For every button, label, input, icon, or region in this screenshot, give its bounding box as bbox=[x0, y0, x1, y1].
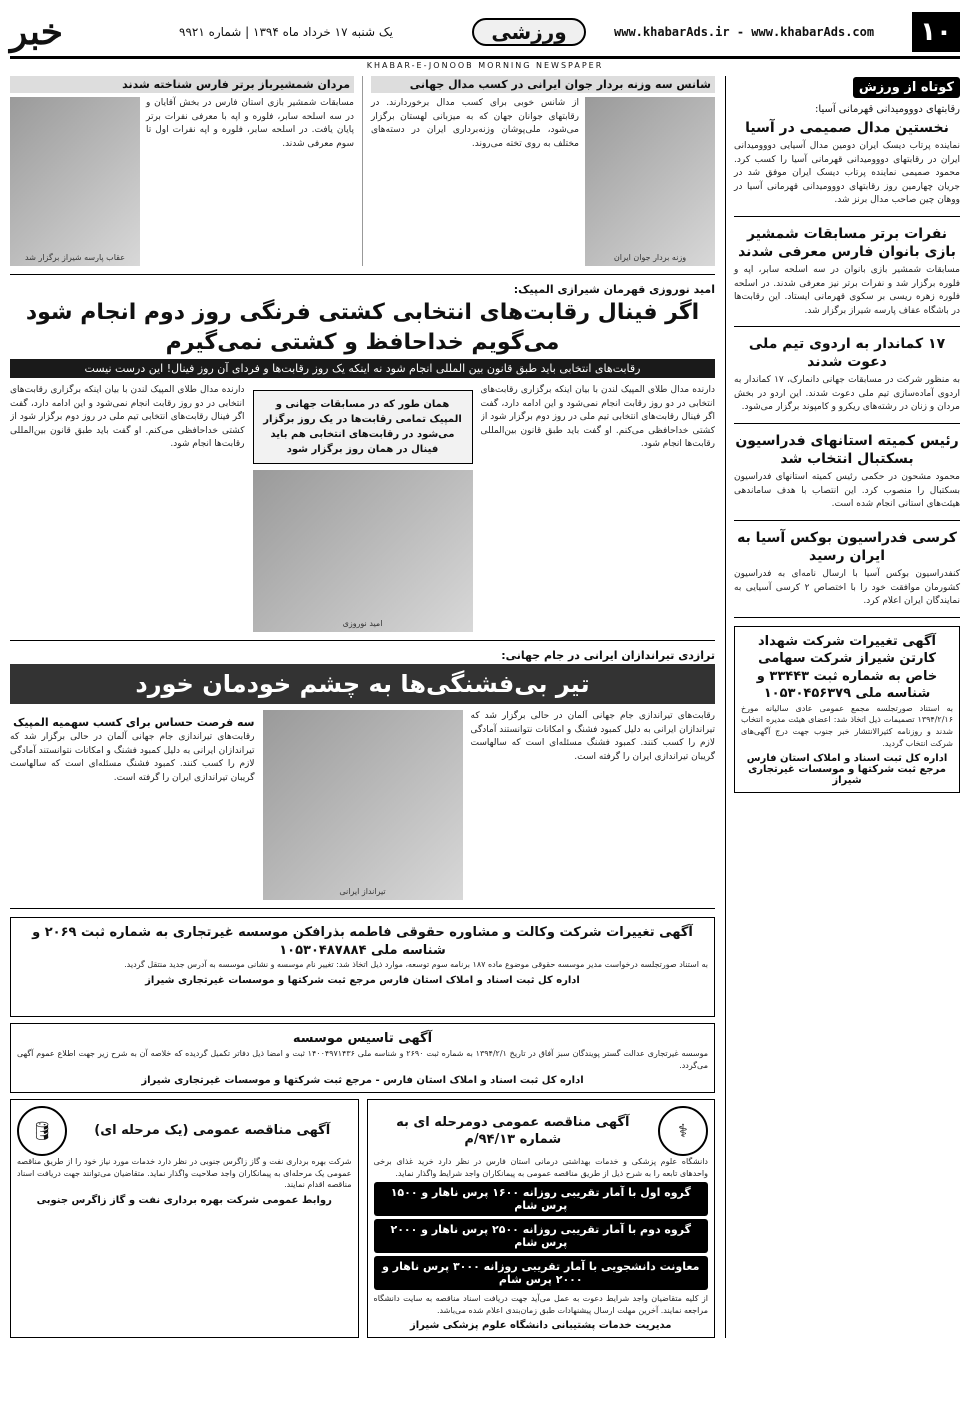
weightlifting-story bbox=[371, 76, 715, 266]
ad-title: آگهی مناقصه عمومی دومرحله ای به شماره ۹۴/۱۳/م bbox=[396, 1114, 630, 1148]
news-brief-column bbox=[725, 76, 960, 1338]
page-number: ۱۰ bbox=[912, 12, 960, 52]
story-headline: تیر بی‌فشنگی‌ها به چشم خودمان خورد bbox=[10, 664, 715, 704]
brief-item bbox=[734, 335, 960, 415]
brief-item bbox=[734, 432, 960, 512]
brief-item bbox=[734, 529, 960, 609]
story-headline: مردان شمشیرباز برتر فارس شناخته شدند bbox=[10, 76, 354, 93]
ad-body: شرکت بهره برداری نفت و گاز زاگرس جنوبی در نظر دارد خدمات مورد نیاز خود را از طریق مناقصه عمومی یک مرحله‌ای به پیمانکاران واجد صلاحیت واگذار نماید. متقاضیان می‌توانند جهت دریافت اسناد مناقصه اقدام نمایند. bbox=[17, 1157, 352, 1190]
website-url[interactable]: www.khabarAds.ir - www.khabarAds.com bbox=[614, 25, 875, 39]
brief-body: به منظور شرکت در مسابقات جهانی دانمارک، ۱۷ کماندار به اردوی آماده‌سازی تیم ملی دعوت شدند. این اردو در بخش مردان و زنان در رشته‌های ریکرو و کامپوند برگزار می‌شود. bbox=[734, 375, 961, 413]
ads-row bbox=[10, 917, 715, 1017]
story-body: مسابقات شمشیر بازی استان فارس در بخش آقایان و در سه اسلحه سابر، فلوره و اپه با معرفی نفرات برتر پایان یافت. در اسلحه سابر، فلوره و اپه نفرات اول تا سوم معرفی شدند. bbox=[146, 98, 354, 149]
brief-title: نخستین مدال صمیمی در آسیا bbox=[745, 120, 949, 136]
ad-title: آگهی تغییرات شرکت وکالت و مشاوره حقوقی فاطمه بذرافکن موسسه غیرتجاری به شماره ثبت ۲۰۶۹ و شناسه ملی ۱۰۵۳۰۴۸۷۸۸۴ bbox=[32, 925, 693, 958]
ad-footer: اداره کل ثبت اسناد و املاک استان فارس - مرجع ثبت شرکتها و موسسات غیرتجاری شیراز bbox=[141, 1075, 584, 1087]
main-column bbox=[10, 76, 715, 1338]
top-stories bbox=[10, 76, 715, 266]
ad-footer: اداره کل ثبت اسناد و املاک استان فارس مرجع ثبت شرکتها و موسسات غیرتجاری شیراز bbox=[145, 975, 580, 987]
ad-footer: روابط عمومی شرکت بهره برداری نفت و گاز زاگرس جنوبی bbox=[36, 1194, 332, 1206]
story-body-continued: رقابت‌های تیراندازی جام جهانی آلمان در حالی برگزار شد که تیراندازان ایرانی به دلیل کمبود فشنگ و امکانات نتوانستند آمادگی لازم را کسب کنند. کمبود فشنگ مسئله‌ای است که سالهاست گریبان تیراندازی ایران را گرفته است. bbox=[10, 732, 255, 783]
brief-title: ۱۷ کماندار به اردوی تیم ملی دعوت شدند bbox=[748, 336, 946, 371]
story-body: رقابت‌های تیراندازی جام جهانی آلمان در حالی برگزار شد که تیراندازان ایرانی به دلیل کمبود فشنگ و امکانات نتوانستند آمادگی لازم را کسب کنند. کمبود فشنگ مسئله‌ای است که سالهاست گریبان تیراندازی ایران را گرفته است. bbox=[470, 711, 715, 762]
section-title: ورزشی bbox=[472, 18, 586, 46]
story-lead: رقابت‌های انتخابی باید طبق قانون بین المللی انجام شود نه اینکه یک روز رقابت‌ها و فردای آن روز فینال! این درست نیست bbox=[10, 359, 715, 378]
ad-title: آگهی مناقصه عمومی (یک مرحله ای) bbox=[94, 1123, 331, 1139]
photo-caption: وزنه بردار جوان ایران bbox=[613, 253, 687, 262]
shooting-story bbox=[10, 649, 715, 900]
tender-ad-university bbox=[367, 1099, 716, 1338]
photo-caption: امید نوروزی bbox=[342, 619, 383, 629]
brief-body: محمود مشحون در حکمی رئیس کمیته استانهای فدراسیون بسکتبال را منصوب کرد. این انتصاب با هدف ساماندهی هیئت‌های استانی انجام شده است. bbox=[734, 472, 960, 510]
brief-kicker: رقابتهای دووومیدانی قهرمانی آسیا: bbox=[815, 104, 960, 115]
newspaper-logo: خبر bbox=[10, 11, 63, 53]
tender-ads bbox=[10, 1099, 715, 1338]
tender-ad-oil-gas bbox=[10, 1099, 359, 1338]
story-headline: شانس سه وزنه بردار جوان ایرانی در کسب مدال جهانی bbox=[371, 76, 715, 93]
ad-intro: دانشگاه علوم پزشکی و خدمات بهداشتی درمانی استان فارس در نظر دارد خرید غذای برخی واحدهای تابعه را به شرح ذیل از طریق مناقصه عمومی به پیمانکاران واجد شرایط واگذار نماید. bbox=[373, 1157, 708, 1178]
ad-title: آگهی تاسیس موسسه bbox=[292, 1031, 433, 1047]
masthead bbox=[10, 8, 960, 59]
brief-body: مسابقات شمشیر بازی بانوان در سه اسلحه سابر، اپه و فلوره برگزار شد و نفرات برتر نیز معرفی شدند. در اسلحه فلوره زهره ریسی بر سکوی قهرمانی ایستاد. این رقابت‌ها در باشگاه عفاف پارسه شیراز برگزار شد. bbox=[734, 265, 960, 316]
weightlifter-photo bbox=[585, 97, 715, 266]
story-body: از شانس خوبی برای کسب مدال برخوردارند. در رقابتهای جوانان جهان که به میزبانی لهستان برگزار می‌شود، ملی‌پوشان وزنه‌برداری ایران در دسته‌های مختلف به روی تخته می‌روند. bbox=[371, 98, 579, 149]
photo-caption: عقاب پارسه شیراز برگزار شد bbox=[25, 253, 125, 262]
pull-quote: همان طور که در مسابقات جهانی و المپیک تمامی رقابت‌ها در یک روز برگزار می‌شود در رقابت‌های انتخابی هم باید فینال در همان روز برگزار شود bbox=[253, 390, 473, 464]
brief-body: نماینده پرتاب دیسک ایران دومین مدال آسیایی دووومیدانی ایران در رقابتهای دووومیدانی قهرمانی آسیا را کسب کرد. محمود صمیمی نماینده پرتاب دیسک ایران موفق شد در جریان چهارمین روز رقابتهای دووومیدانی قهرمانی آسیا در ووهان چین صاحب مدال برنز شد. bbox=[734, 141, 960, 206]
ad-title: آگهی تغییرات شرکت شهداد کارتن شیراز شرکت سهامی خاص به شماره ثبت ۳۳۴۴۳ و شناسه ملی ۱۰۵۳۰۴۵۶۳۷۹ bbox=[756, 633, 938, 702]
tender-group: گروه اول با آمار تقریبی روزانه ۱۶۰۰ پرس ناهار و ۱۵۰۰ پرس شام bbox=[374, 1182, 709, 1216]
ad-body: از کلیه متقاضیان واجد شرایط دعوت به عمل می‌آید جهت دریافت اسناد مناقصه به سایت دانشگاه مراجعه نمایند. آخرین مهلت ارسال پیشنهادات طبق زمان‌بندی اعلام شده می‌باشد. bbox=[373, 1294, 708, 1315]
tender-group: معاونت دانشجویی با آمار تقریبی روزانه ۳۰۰۰ پرس ناهار و ۲۰۰۰ پرس شام bbox=[374, 1256, 709, 1290]
fencing-story bbox=[10, 76, 354, 266]
story-kicker: ترازدی تیراندازان ایرانی در جام جهانی: bbox=[501, 649, 715, 663]
ad-footer: مدیریت خدمات پشتیبانی دانشگاه علوم پزشکی شیراز bbox=[410, 1320, 672, 1332]
tender-group: گروه دوم با آمار تقریبی روزانه ۲۵۰۰ پرس ناهار و ۲۰۰۰ پرس شام bbox=[374, 1219, 709, 1253]
fencers-photo bbox=[10, 97, 140, 266]
oil-company-logo-icon: 🛢 bbox=[17, 1106, 67, 1156]
brief-title: نفرات برتر مسابقات شمشیر بازی بانوان فارس معرفی شدند bbox=[738, 225, 956, 260]
story-kicker: امید نوروزی قهرمان شیرازی المپیک: bbox=[513, 283, 715, 296]
change-notice-ad bbox=[734, 626, 960, 794]
wrestling-photo bbox=[253, 470, 473, 632]
story-body: دارنده مدال طلای المپیک لندن با بیان اینکه برگزاری رقابت‌های انتخابی در دو روز رقابت انجام نمی‌شود و این ادامه دارد، گفت اگر فینال رقابت‌های انتخابی تیم ملی در روز دوم برگزار شود از کشتی خداحافظی می‌کنم. او گفت باید طبق قانون بین‌المللی رقابت‌ها انجام شود. bbox=[480, 385, 715, 450]
brief-title: کرسی فدراسیون بوکس آسیا به ایران رسید bbox=[737, 529, 957, 564]
story-body-continued: دارنده مدال طلای المپیک لندن با بیان اینکه برگزاری رقابت‌های انتخابی در دو روز رقابت انجام نمی‌شود و این ادامه دارد، گفت اگر فینال رقابت‌های انتخابی تیم ملی در روز دوم برگزار شود از کشتی خداحافظی می‌کنم. او گفت باید طبق قانون بین‌المللی رقابت‌ها انجام شود. bbox=[10, 385, 245, 450]
shooter-photo bbox=[263, 710, 463, 900]
brief-box-label: کوتاه از ورزش bbox=[853, 77, 960, 98]
brief-body: کنفدراسیون بوکس آسیا با ارسال نامه‌ای به فدراسیون کشورمان موافقت خود را با اختصاص ۲ کرسی آسیایی به نمایندگان ایران اعلام کرد. bbox=[734, 569, 960, 607]
change-notice-ad bbox=[10, 917, 715, 1017]
story-headline: اگر فینال رقابت‌های انتخابی کشتی فرنگی روز دوم انجام شود می‌گویم خداحافظ و کشتی نمی‌گیرم bbox=[25, 300, 700, 355]
ad-footer: اداره کل ثبت اسناد و املاک استان فارس مرجع ثبت شرکتها و موسسات غیرتجاری شیراز bbox=[746, 753, 948, 787]
ad-body: موسسه غیرتجاری عدالت گستر پویندگان سبز آفاق در تاریخ ۱۳۹۴/۲/۱ به شماره ثبت ۲۶۹۰ و شناسه ملی ۱۴۰۰۴۹۷۱۴۳۶ ثبت و امضا ذیل دفاتر تکمیل گردیده که خلاصه آن به شرح زیر جهت اطلاع عموم آگهی می‌گردد. bbox=[17, 1048, 708, 1070]
founding-ad bbox=[10, 1023, 715, 1093]
issue-date: یک شنبه ۱۷ خرداد ماه ۱۳۹۴ | شماره ۹۹۲۱ bbox=[179, 25, 393, 39]
ad-body: به استناد صورتجلسه مجمع عمومی عادی سالیانه مورخ ۱۳۹۴/۲/۱۶ تصمیمات ذیل اتخاذ شد: اعضای هیئت مدیره انتخاب شدند و روزنامه کثیرالانتشار خبر جنوب جهت درج آگهی‌های شرکت انتخاب گردید. bbox=[741, 703, 953, 748]
brief-item bbox=[734, 104, 960, 208]
brief-title: رئیس کمیته استانهای فدراسیون بسکتبال انتخاب شد bbox=[735, 432, 959, 468]
newspaper-subtitle: KHABAR-E-JONOOB MORNING NEWSPAPER bbox=[366, 61, 604, 70]
brief-item bbox=[734, 225, 960, 318]
wrestling-story bbox=[10, 283, 715, 632]
university-seal-icon: ⚕ bbox=[658, 1106, 708, 1156]
sub-kicker: سه فرصت حساس برای کسب سهمیه المپیک bbox=[13, 716, 255, 730]
ad-body: به استناد صورتجلسه درخواست مدیر موسسه حقوقی موضوع ماده ۱۸۷ برنامه سوم توسعه، موارد ذیل اتخاذ شد: تغییر نام موسسه و نشانی موسسه به آدرس جدید منتقل گردید. bbox=[124, 960, 708, 970]
photo-caption: تیرانداز ایرانی bbox=[339, 887, 386, 897]
